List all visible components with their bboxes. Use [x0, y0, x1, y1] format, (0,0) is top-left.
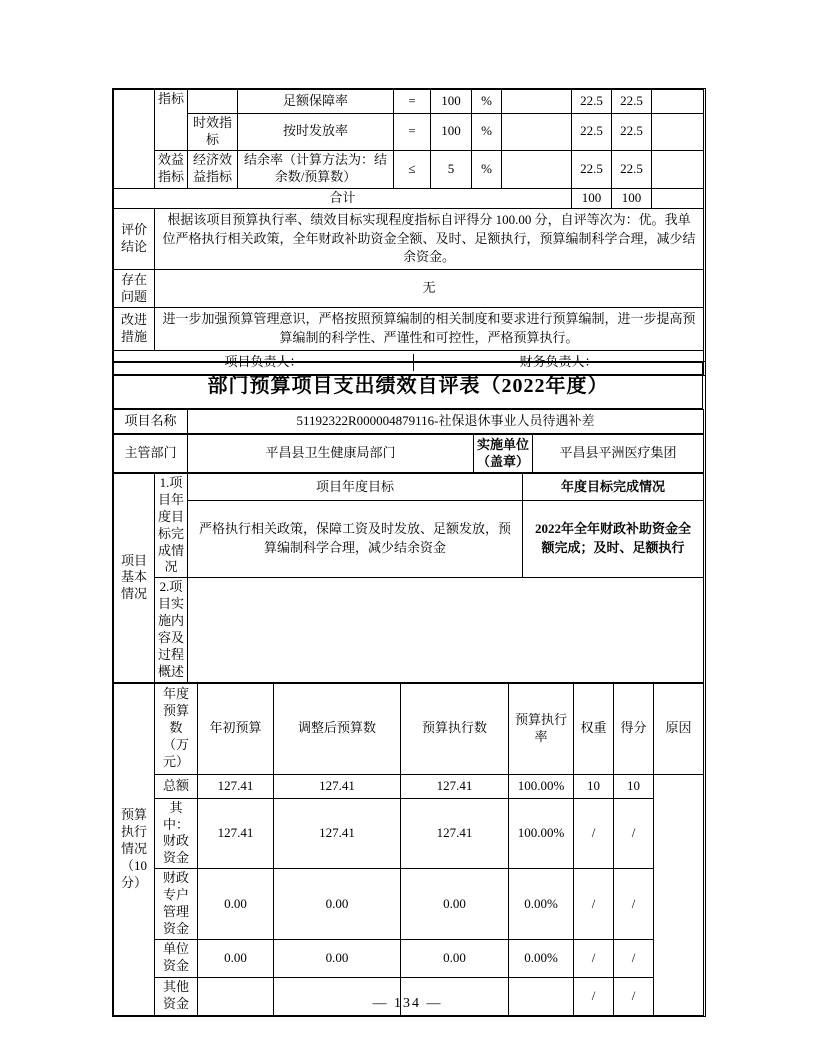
implementation-content-cell — [188, 578, 704, 682]
target-value-cell: 100 — [431, 114, 472, 151]
conclusion-row — [114, 208, 704, 270]
goal-completion-text: 2022年全年财政补助资金全额完成；及时、足额执行 — [523, 501, 704, 578]
indicator-group-cell: 指标 — [155, 90, 188, 151]
operator-cell: = — [394, 90, 431, 114]
department-section — [113, 434, 704, 473]
table-title-section — [113, 362, 703, 409]
actual-value-cell — [502, 114, 572, 151]
implementing-unit-value: 平昌县平洲医疗集团 — [533, 435, 704, 473]
budget-weight-cell: / — [574, 798, 614, 869]
annual-goal-text: 严格执行相关政策，保障工资及时发放、足额发放，预算编制科学合理，减少结余资金 — [188, 501, 523, 578]
indicator-row — [114, 114, 704, 151]
budget-row-fiscal-account — [114, 869, 704, 940]
self-evaluation-table — [112, 361, 706, 1017]
budget-header-reason: 原因 — [654, 683, 704, 774]
budget-header-weight: 权重 — [574, 683, 614, 774]
page-number: — 134 — — [372, 996, 443, 1011]
budget-header-row — [114, 683, 704, 774]
budget-header-adjusted: 调整后预算数 — [274, 683, 401, 774]
budget-header-executed: 预算执行数 — [401, 683, 509, 774]
budget-row-total — [114, 774, 704, 798]
budget-rate-cell: 0.00% — [509, 939, 574, 977]
budget-row-unit — [114, 939, 704, 977]
problems-text-cell: 无 — [155, 270, 704, 308]
budget-adjusted-cell: 0.00 — [274, 869, 401, 940]
unit-cell: % — [472, 114, 502, 151]
budget-executed-cell: 127.41 — [401, 774, 509, 798]
budget-header-score: 得分 — [614, 683, 654, 774]
implementing-unit-label: 实施单位（盖章） — [474, 435, 533, 473]
target-value-cell: 5 — [431, 150, 472, 188]
budget-score-cell: / — [614, 939, 654, 977]
budget-row-label: 总额 — [155, 774, 198, 798]
budget-score-cell: / — [614, 977, 654, 1015]
reason-cell — [652, 90, 704, 114]
indicator-row — [114, 90, 704, 114]
actual-value-cell — [502, 150, 572, 188]
project-manager-signature: 项目负责人： — [114, 354, 414, 371]
indicator-row — [114, 150, 704, 188]
indicator-table — [112, 88, 706, 376]
budget-execution-section — [113, 683, 704, 1016]
budget-rate-cell: 100.00% — [509, 774, 574, 798]
goal-section-label: 1.项目年度目标完成情况 — [155, 474, 188, 578]
budget-rate-cell: 0.00% — [509, 869, 574, 940]
indicator-subtype-cell — [188, 90, 238, 114]
actual-value-cell — [502, 90, 572, 114]
annual-goal-header: 项目年度目标 — [188, 474, 523, 501]
indicator-subtype-cell: 时效指标 — [188, 114, 238, 151]
score-cell: 22.5 — [612, 114, 652, 151]
metric-name-cell: 按时发放率 — [238, 114, 394, 151]
budget-header-rate: 预算执行率 — [509, 683, 574, 774]
weight-cell: 22.5 — [572, 114, 612, 151]
budget-row-label: 单位资金 — [155, 939, 198, 977]
metric-name-cell: 结余率（计算方法为：结余数/预算数） — [238, 150, 394, 188]
unit-cell: % — [472, 90, 502, 114]
project-name-section — [113, 409, 704, 434]
budget-reason-cell — [654, 774, 704, 1015]
operator-cell: ≤ — [394, 150, 431, 188]
indicator-group-cell: 效益指标 — [155, 150, 188, 188]
target-value-cell: 100 — [431, 90, 472, 114]
project-name-value: 51192322R000004879116-社保退休事业人员待遇补差 — [188, 410, 704, 434]
project-name-label: 项目名称 — [114, 410, 188, 434]
weight-cell: 22.5 — [572, 150, 612, 188]
budget-row-fiscal — [114, 798, 704, 869]
budget-executed-cell: 0.00 — [401, 939, 509, 977]
budget-initial-cell: 0.00 — [198, 869, 274, 940]
budget-weight-cell: / — [574, 939, 614, 977]
budget-adjusted-cell: 0.00 — [274, 939, 401, 977]
weight-cell: 22.5 — [572, 90, 612, 114]
budget-adjusted-cell: 127.41 — [274, 774, 401, 798]
budget-executed-cell: 0.00 — [401, 869, 509, 940]
table-title: 部门预算项目支出绩效自评表（2022年度） — [114, 363, 703, 409]
budget-initial-cell: 127.41 — [198, 774, 274, 798]
reason-cell — [652, 114, 704, 151]
reason-cell — [652, 150, 704, 188]
budget-weight-cell: / — [574, 869, 614, 940]
budget-header-initial: 年初预算 — [198, 683, 274, 774]
total-weight-cell: 100 — [572, 188, 612, 208]
total-row — [114, 188, 704, 208]
total-score-cell: 100 — [612, 188, 652, 208]
budget-executed-cell: 127.41 — [401, 798, 509, 869]
budget-score-cell: / — [614, 798, 654, 869]
department-label: 主管部门 — [114, 435, 188, 473]
implementation-section-label: 2.项目实施内容及过程概述 — [155, 578, 188, 682]
department-value: 平昌县卫生健康局部门 — [188, 435, 474, 473]
budget-rate-cell: 100.00% — [509, 798, 574, 869]
budget-row-label: 其他资金 — [155, 977, 198, 1015]
improvements-label-cell: 改进措施 — [114, 308, 155, 351]
indicator-subtype-cell: 经济效益指标 — [188, 150, 238, 188]
reason-cell — [652, 188, 704, 208]
budget-section-label: 预算执行情况（10分） — [114, 683, 155, 1015]
budget-weight-cell: 10 — [574, 774, 614, 798]
basic-info-section — [113, 473, 704, 683]
left-spacer-cell — [114, 90, 155, 189]
total-label-cell: 合计 — [114, 188, 572, 208]
budget-row-label: 财政专户管理资金 — [155, 869, 198, 940]
score-cell: 22.5 — [612, 90, 652, 114]
improvements-text-cell: 进一步加强预算管理意识，严格按照预算编制的相关制度和要求进行预算编制，进一步提高预算编制的科学性、严谨性和可控性，严格预算执行。 — [155, 308, 704, 351]
operator-cell: = — [394, 114, 431, 151]
problems-row — [114, 270, 704, 308]
budget-score-cell: / — [614, 869, 654, 940]
goal-completion-header: 年度目标完成情况 — [523, 474, 704, 501]
budget-adjusted-cell: 127.41 — [274, 798, 401, 869]
budget-row-label: 其中：财政资金 — [155, 798, 198, 869]
conclusion-label-cell: 评价结论 — [114, 208, 155, 270]
problems-label-cell: 存在问题 — [114, 270, 155, 308]
budget-weight-cell: / — [574, 977, 614, 1015]
basic-info-label: 项目基本情况 — [114, 474, 155, 683]
conclusion-text-cell: 根据该项目预算执行率、绩效目标实现程度指标自评得分 100.00 分，自评等次为：优。我单位严格执行相关政策，全年财政补助资金全额、及时、足额执行，预算编制科学合理，减少结余资金。 — [155, 208, 704, 270]
metric-name-cell: 足额保障率 — [238, 90, 394, 114]
budget-initial-cell: 127.41 — [198, 798, 274, 869]
score-cell: 22.5 — [612, 150, 652, 188]
finance-manager-signature: 财务负责人： — [519, 354, 598, 370]
budget-initial-cell: 0.00 — [198, 939, 274, 977]
unit-cell: % — [472, 150, 502, 188]
budget-score-cell: 10 — [614, 774, 654, 798]
improvements-row — [114, 308, 704, 351]
budget-header-amount: 年度预算数（万元） — [155, 683, 198, 774]
